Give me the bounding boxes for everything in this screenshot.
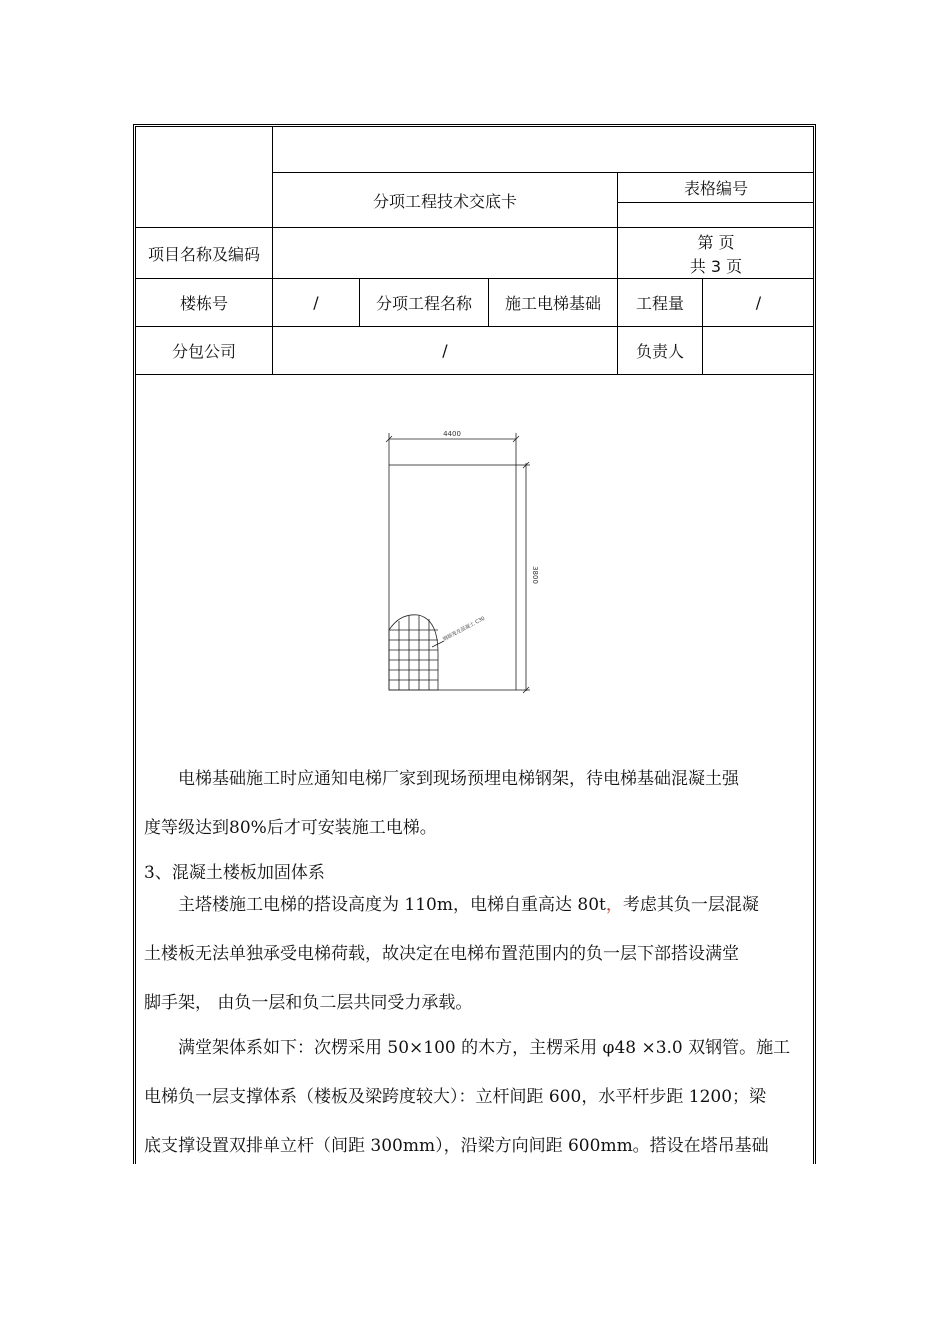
quantity-label: 工程量 [635, 294, 684, 313]
para2-line2: 土楼板无法单独承受电梯荷载，故决定在电梯布置范围内的负一层下部搭设满堂 [144, 944, 739, 964]
project-label: 项目名称及编码 [147, 244, 260, 264]
width-dimension-text: 4400 [443, 430, 461, 438]
rebar-note-text: 钢筋笼及混凝土 C30 [442, 615, 486, 643]
body-text [144, 755, 808, 853]
building-label: 楼栋号 [179, 294, 228, 313]
para3 [144, 1024, 808, 1171]
person-value [703, 327, 814, 374]
project-value [273, 228, 617, 278]
rebar-cage [389, 615, 438, 690]
subcontractor-value: / [442, 341, 448, 360]
form-number-label: 表格编号 [683, 179, 748, 198]
para2-line3: 脚手架， 由负一层和负二层共同受力承载。 [144, 993, 473, 1013]
building-value: / [313, 293, 319, 312]
para3-line1: 满堂架体系如下：次楞采用 50×100 的木方，主楞采用 φ48 ×3.0 双钢管。施工 [178, 1038, 791, 1058]
para2-line1: 主塔楼施工电梯的搭设高度为 110m，电梯自重高达 80t，考虑其负一层混凝 [178, 895, 759, 915]
subcontractor-label: 分包公司 [171, 342, 236, 361]
total-pages: 共 3 页 [689, 256, 743, 276]
para2 [144, 881, 808, 1028]
row-line-6 [136, 374, 814, 375]
para3-line3: 底支撑设置双排单立杆（间距 300mm），沿梁方向间距 600mm。搭设在塔吊基础 [144, 1136, 769, 1156]
subproject-label: 分项工程名称 [375, 294, 472, 313]
section3-title: 3、混凝土楼板加固体系 [144, 863, 325, 883]
quantity-value: / [755, 293, 762, 312]
height-dimension-text: 3800 [531, 566, 539, 584]
subproject-value: 施工电梯基础 [504, 294, 601, 313]
elevator-foundation-drawing [380, 425, 540, 700]
para1-line2: 度等级达到80%后才可安装施工电梯。 [144, 818, 437, 838]
form-number-value [618, 203, 814, 227]
para3-line2: 电梯负一层支撑体系（楼板及梁跨度较大）：立杆间距 600，水平杆步距 1200；梁 [144, 1087, 767, 1107]
page-number: 第 页 [697, 232, 735, 252]
card-title: 分项工程技术交底卡 [372, 191, 517, 211]
foundation-outline [389, 465, 516, 690]
para1-line1: 电梯基础施工时应通知电梯厂家到现场预埋电梯钢架，待电梯基础混凝土强 [178, 769, 739, 789]
person-label: 负责人 [635, 342, 684, 361]
